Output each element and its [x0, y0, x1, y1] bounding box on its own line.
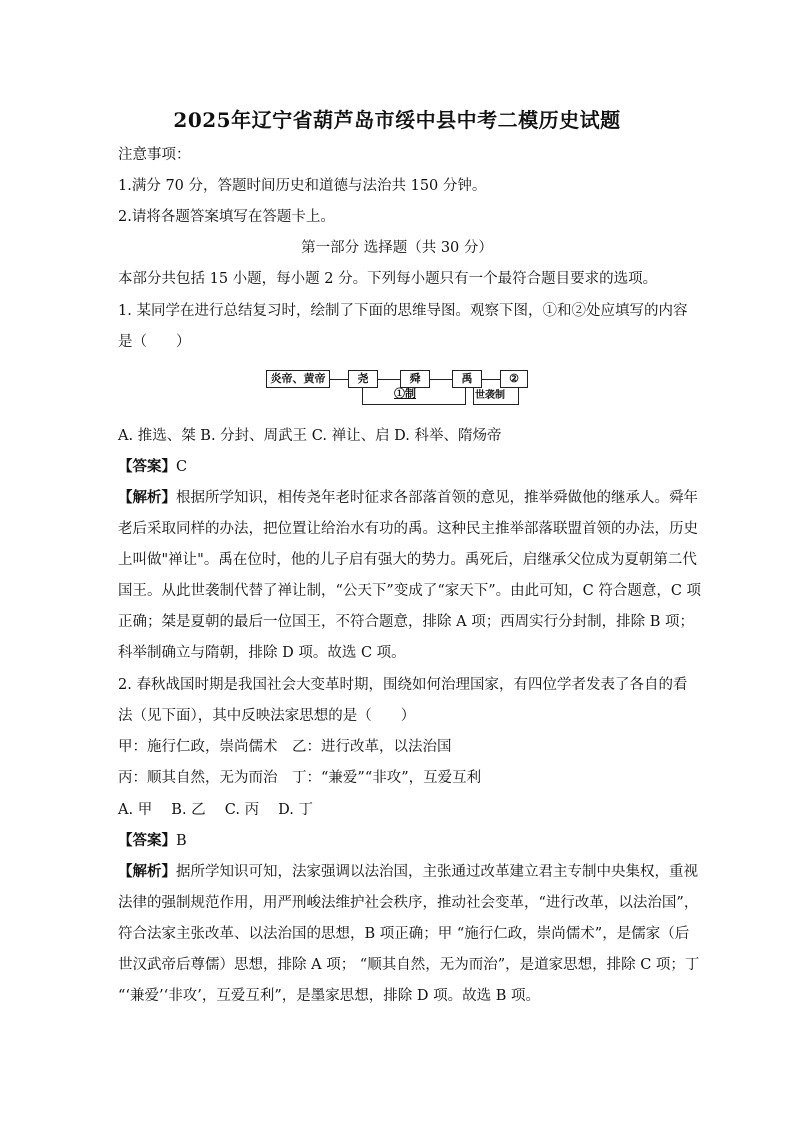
analysis-label: 【解析】	[118, 863, 176, 880]
diagram-connector	[330, 379, 348, 380]
answer-value: B	[176, 833, 187, 849]
q2-stem-line-1: 2. 春秋战国时期是我国社会大变革时期，围绕如何治理国家，有四位学者发表了各自的看	[118, 677, 688, 693]
q1-analysis-line-4: 国王。从此世袭制代替了禅让制，“公天下”变成了“家天下”。由此可知，C 符合题意，C 项	[118, 583, 702, 599]
q1-analysis-line-6: 科举制确立与隋朝，排除 D 项。故选 C 项。	[118, 645, 406, 661]
q2-stem-line-2: 法（见下面），其中反映法家思想的是（ ）	[118, 708, 416, 724]
diagram-label-hereditary: 世袭制	[475, 390, 505, 401]
q2-analysis-line-3: 符合法家主张改革、以法治国的思想，B 项正确；甲 “施行仁政，崇尚儒术”，是儒家（后	[118, 926, 690, 942]
diagram-box-yu: 禹	[452, 370, 482, 388]
diagram-bracket2-bottom	[473, 404, 519, 405]
q1-answer	[118, 457, 688, 477]
section-title: 第一部分 选择题（共 30 分）	[301, 240, 493, 256]
q1-mind-map-diagram	[266, 367, 532, 409]
diagram-connector	[482, 379, 500, 380]
q1-stem-line-2: 是（ ）	[118, 334, 191, 350]
diagram-box-shun: 舜	[400, 370, 430, 388]
q2-analysis-line-2: 法律的强制规范作用，用严刑峻法维护社会秩序，推动社会变革，“进行改革，以法治国”，	[118, 895, 699, 911]
diagram-bracket2-right	[518, 388, 519, 405]
q1-analysis-line-1	[118, 488, 698, 508]
q2-analysis-line-4: 世汉武帝后尊儒）思想，排除 A 项； “顺其自然，无为而治”，是道家思想，排除 C 项；丁	[118, 957, 700, 973]
diagram-box-yandi-huangdi: 炎帝、黄帝	[266, 370, 330, 388]
q2-view-line-2: 丙：顺其自然，无为而治 丁：“兼爱”“非攻”，互爱互利	[118, 770, 482, 786]
section-intro: 本部分共包括 15 小题，每小题 2 分。下列每小题只有一个最符合题目要求的选项。	[118, 271, 658, 287]
q2-analysis-line-5: “‘兼爱’‘非攻’，互爱互利”，是墨家思想，排除 D 项。故选 B 项。	[118, 988, 540, 1004]
q1-options: A. 推选、桀 B. 分封、周武王 C. 禅让、启 D. 科举、隋炀帝	[118, 428, 502, 444]
diagram-box-yao: 尧	[348, 370, 378, 388]
q2-answer	[118, 831, 688, 851]
diagram-bracket2-left	[473, 388, 474, 405]
diagram-connector	[378, 379, 400, 380]
answer-label: 【答案】	[118, 832, 176, 849]
q1-stem-line-1: 1. 某同学在进行总结复习时，绘制了下面的思维导图。观察下图，①和②处应填写的内容	[118, 303, 688, 319]
analysis-text: 根据所学知识，相传尧年老时征求各部落首领的意见，推举舜做他的继承人。舜年	[176, 490, 698, 506]
answer-value: C	[176, 459, 188, 475]
diagram-bracket-left	[362, 388, 363, 405]
q1-analysis-line-3: 上叫做"禅让"。禹在位时，他的儿子启有强大的势力。禹死后，启继承父位成为夏朝第二代	[118, 552, 697, 568]
notice-heading: 注意事项：	[118, 147, 191, 163]
analysis-label: 【解析】	[118, 489, 176, 506]
q1-analysis-line-5: 正确；桀是夏朝的最后一位国王，不符合题意，排除 A 项；西周实行分封制，排除 B 项；	[118, 614, 695, 630]
q2-analysis-line-1	[118, 862, 698, 882]
page-title: 2025年辽宁省葫芦岛市绥中县中考二模历史试题	[173, 108, 621, 132]
diagram-bracket-right	[465, 388, 466, 405]
answer-label: 【答案】	[118, 458, 176, 475]
diagram-box-blank-2: ②	[500, 370, 528, 388]
notice-item-1: 1.满分 70 分，答题时间历史和道德与法治共 150 分钟。	[118, 178, 487, 194]
analysis-text: 据所学知识可知，法家强调以法治国，主张通过改革建立君主专制中央集权，重视	[176, 864, 698, 880]
notice-item-2: 2.请将各题答案填写在答题卡上。	[118, 209, 335, 225]
diagram-bracket-bottom	[362, 404, 466, 405]
q2-options: A. 甲 B. 乙 C. 丙 D. 丁	[118, 802, 314, 818]
q2-view-line-1: 甲：施行仁政，崇尚儒术 乙：进行改革，以法治国	[118, 739, 452, 755]
diagram-label-blank-1: ①制	[394, 387, 416, 400]
diagram-connector	[430, 379, 452, 380]
q1-analysis-line-2: 老后采取同样的办法，把位置让给治水有功的禹。这种民主推举部落联盟首领的办法，历史	[118, 521, 698, 537]
